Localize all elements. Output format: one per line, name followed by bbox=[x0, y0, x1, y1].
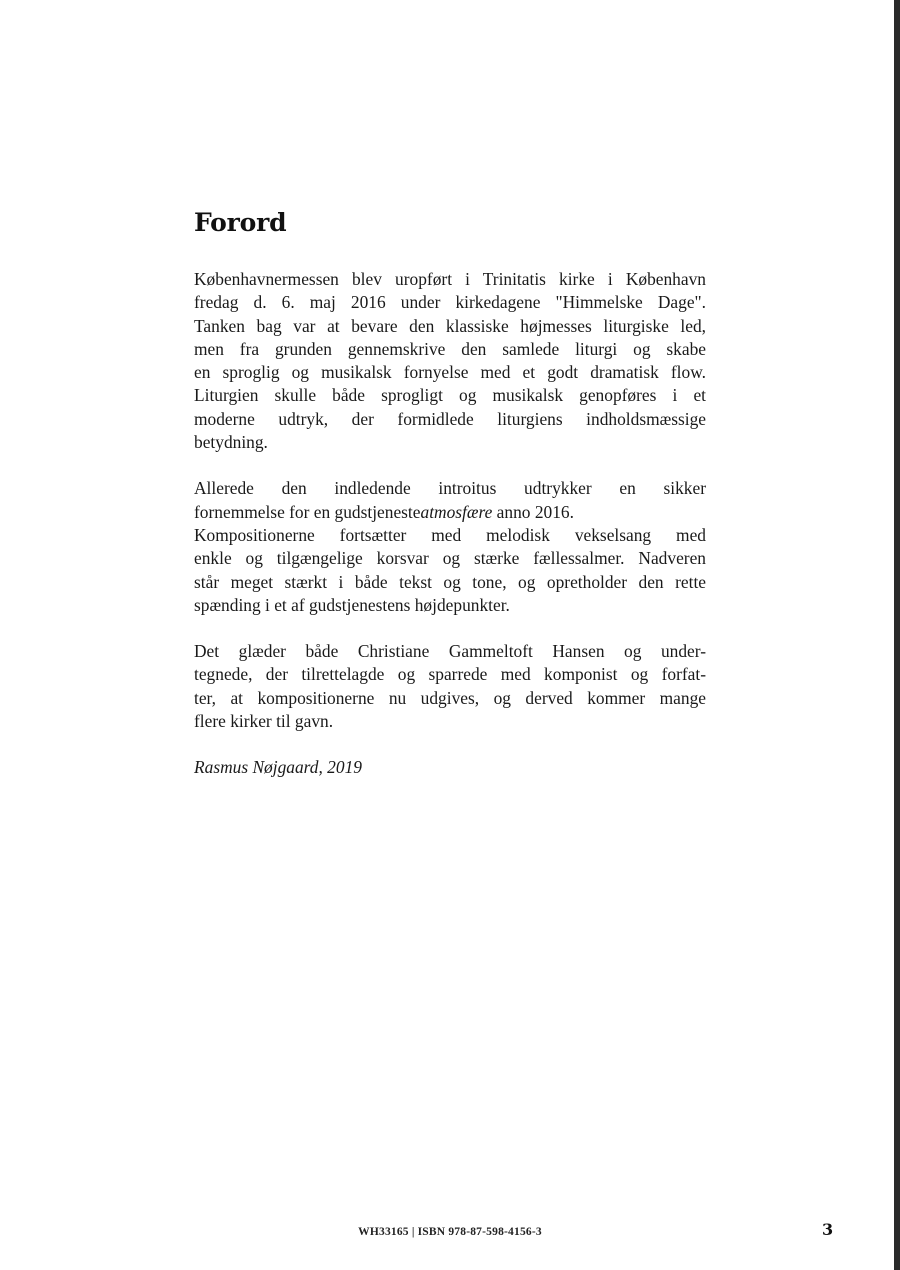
text-line-content: betydning. bbox=[194, 432, 268, 453]
text-line bbox=[194, 710, 706, 733]
page-edge-border bbox=[894, 0, 900, 1270]
text-line-content: Allerede den indledende introitus udtrykker en sikker bbox=[194, 478, 706, 499]
text-line bbox=[194, 571, 706, 594]
page-title: Forord bbox=[194, 208, 287, 237]
text-line-content: står meget stærkt i både tekst og tone, og opretholder den rette bbox=[194, 571, 706, 592]
text-line-content: spænding i et af gudstjenestens højdepunkter. bbox=[194, 594, 510, 615]
page-number: 3 bbox=[822, 1220, 834, 1239]
text-line-content: tegnede, der tilrettelagde og sparrede med komponist og forfat- bbox=[194, 664, 706, 685]
text-line bbox=[194, 547, 706, 570]
text-line-content: men fra grunden gennemskrive den samlede liturgi og skabe bbox=[194, 338, 706, 359]
catalog-isbn-line: WH33165 | ISBN 978-87-598-4156-3 bbox=[358, 1226, 542, 1238]
text-line bbox=[194, 663, 706, 686]
text-line bbox=[194, 477, 706, 500]
text-line-content: fornemmelse for en gudstjeneste bbox=[194, 501, 421, 522]
text-line-content: ter, at kompositionerne nu udgives, og derved kommer mange bbox=[194, 687, 706, 708]
text-line bbox=[194, 687, 706, 710]
signature: Rasmus Nøjgaard, 2019 bbox=[194, 757, 362, 778]
text-line bbox=[194, 594, 706, 617]
text-line bbox=[194, 384, 706, 407]
text-line bbox=[194, 291, 706, 314]
text-line bbox=[194, 315, 706, 338]
text-line bbox=[194, 524, 706, 547]
text-line-content: fredag d. 6. maj 2016 under kirkedagene "Himmelske Dage". bbox=[194, 292, 706, 313]
text-line-content: enkle og tilgængelige korsvar og stærke fællessalmer. Nadveren bbox=[194, 548, 706, 569]
text-line-content: Det glæder både Christiane Gammeltoft Hansen og under- bbox=[194, 641, 706, 662]
emphasized-word: atmosfære bbox=[420, 501, 493, 522]
foreword-body bbox=[194, 268, 706, 780]
text-line-content: en sproglig og musikalsk fornyelse med et godt dramatisk flow. bbox=[194, 362, 706, 383]
text-line-content: Tanken bag var at bevare den klassiske højmesses liturgiske led, bbox=[194, 315, 706, 336]
text-line bbox=[194, 408, 706, 431]
paragraph bbox=[194, 477, 706, 617]
paragraph bbox=[194, 640, 706, 733]
text-line-content: flere kirker til gavn. bbox=[194, 711, 334, 732]
text-line bbox=[194, 268, 706, 291]
text-line-content: Københavnermessen blev uropført i Trinitatis kirke i København bbox=[194, 269, 706, 289]
text-line bbox=[194, 501, 706, 524]
text-line-content: Liturgien skulle både sprogligt og musikalsk genopføres i et bbox=[194, 385, 706, 406]
text-line bbox=[194, 431, 706, 454]
text-line bbox=[194, 338, 706, 361]
text-line bbox=[194, 361, 706, 384]
paragraph bbox=[194, 268, 706, 454]
text-line bbox=[194, 640, 706, 663]
text-line-tail: anno 2016. bbox=[492, 501, 574, 522]
text-line-content: Kompositionerne fortsætter med melodisk vekselsang med bbox=[194, 524, 706, 545]
text-line-content: moderne udtryk, der formidlede liturgiens indholdsmæssige bbox=[194, 408, 706, 429]
